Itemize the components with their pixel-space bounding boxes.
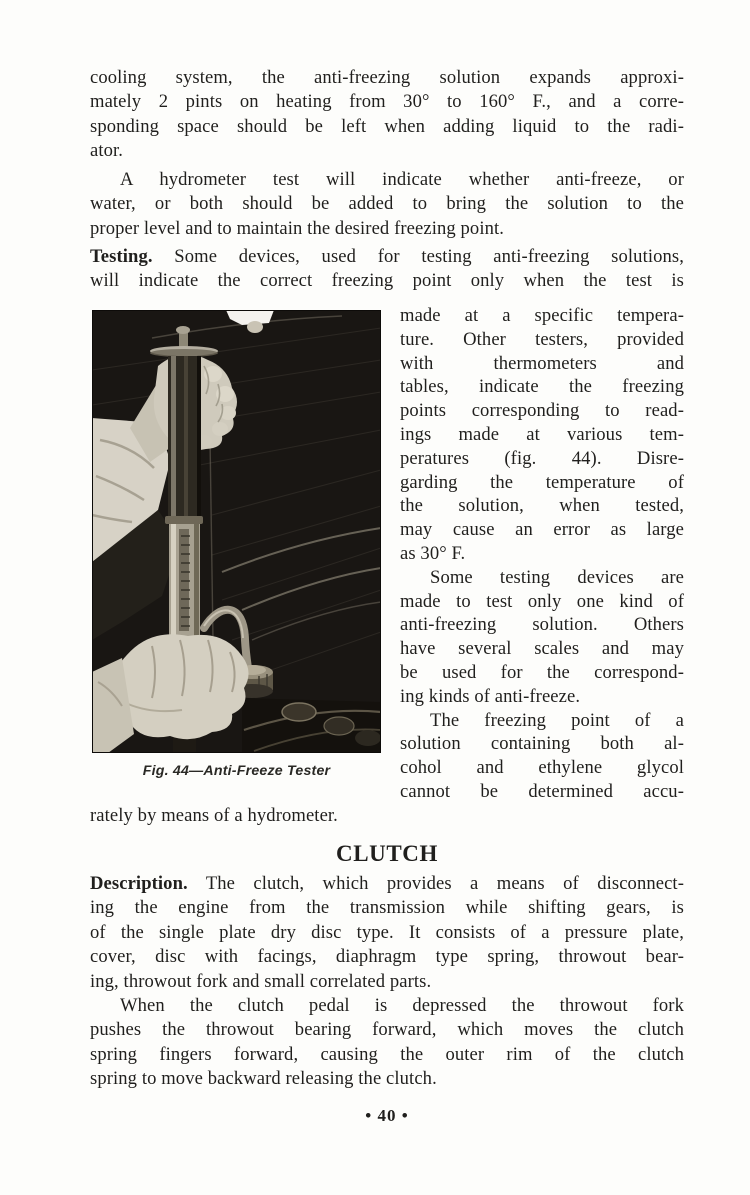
text-line: may cause an error as large bbox=[400, 519, 684, 541]
text-line: ing, throwout fork and small correlated parts. bbox=[90, 970, 432, 992]
text-line: ing the engine from the transmission while shifting gears, is bbox=[90, 897, 684, 919]
text-line: water, or both should be added to bring the solution to the bbox=[90, 193, 684, 215]
paragraph-clutch-description bbox=[90, 872, 684, 994]
text-line: mately 2 pints on heating from 30° to 160° F., and a corre- bbox=[90, 91, 684, 113]
text-line: the solution, when tested, bbox=[400, 495, 684, 517]
text-line: ings made at various tem- bbox=[400, 423, 684, 445]
text-line: as 30° F. bbox=[400, 542, 466, 564]
text-line: cooling system, the anti-freezing solution expands approxi- bbox=[90, 67, 684, 88]
text-line: proper level and to maintain the desired freezing point. bbox=[90, 217, 504, 239]
text-line: of the single plate dry disc type. It consists of a pressure plate, bbox=[90, 921, 684, 943]
text-line: cover, disc with facings, diaphragm type spring, throwout bear- bbox=[90, 946, 684, 968]
text-line: pushes the throwout bearing forward, which moves the clutch bbox=[90, 1019, 684, 1041]
page-number: • 40 • bbox=[365, 1106, 409, 1125]
paragraph-hydrometer-test bbox=[90, 168, 684, 241]
figure-caption: Fig. 44—Anti-Freeze Tester bbox=[142, 763, 331, 779]
text-line: garding the temperature of bbox=[400, 471, 684, 493]
text-line: cannot be determined accu- bbox=[400, 780, 684, 802]
section-heading-clutch: CLUTCH bbox=[335, 841, 438, 866]
text-line-rest: Some devices, used for testing anti-freezing solutions, bbox=[152, 246, 684, 267]
text-line: spring to move backward releasing the clutch. bbox=[90, 1068, 437, 1090]
text-line: rately by means of a hydrometer. bbox=[90, 805, 338, 826]
text-line: made to test only one kind of bbox=[400, 590, 684, 612]
text-line: ture. Other testers, provided bbox=[400, 328, 684, 350]
text-line bbox=[90, 245, 684, 269]
right-column-text bbox=[400, 304, 684, 804]
text-line bbox=[90, 872, 684, 896]
text-line-rest: The clutch, which provides a means of disconnect- bbox=[187, 873, 684, 894]
paragraph-clutch-operation bbox=[90, 994, 684, 1092]
text-line: A hydrometer test will indicate whether anti-freeze, or bbox=[120, 169, 684, 190]
anti-freeze-tester-illustration bbox=[92, 310, 381, 753]
text-line: When the clutch pedal is depressed the throwout fork bbox=[120, 995, 684, 1016]
text-line: cohol and ethylene glycol bbox=[400, 757, 684, 779]
text-line: anti-freezing solution. Others bbox=[400, 614, 684, 636]
text-line: spring fingers forward, causing the outer rim of the clutch bbox=[90, 1043, 684, 1065]
paragraph-testing bbox=[90, 245, 684, 294]
text-line: have several scales and may bbox=[400, 638, 684, 660]
text-line: Some testing devices are bbox=[430, 566, 684, 588]
text-line: with thermometers and bbox=[400, 352, 684, 374]
paragraph-cooling-system bbox=[90, 66, 684, 164]
text-line: solution containing both al- bbox=[400, 733, 684, 755]
text-line: sponding space should be left when adding liquid to the radi- bbox=[90, 115, 684, 137]
text-line: made at a specific tempera- bbox=[400, 305, 684, 326]
text-line: peratures (fig. 44). Disre- bbox=[400, 447, 684, 469]
paragraph-continuation bbox=[90, 804, 684, 828]
testing-run-in-label: Testing. bbox=[90, 246, 153, 267]
anti-freeze-tester-photo bbox=[92, 310, 381, 753]
text-line: tables, indicate the freezing bbox=[400, 376, 684, 398]
description-run-in-label: Description. bbox=[90, 873, 188, 894]
text-line: The freezing point of a bbox=[430, 709, 684, 731]
text-line: ing kinds of anti-freeze. bbox=[400, 685, 581, 707]
text-line: points corresponding to read- bbox=[400, 400, 684, 422]
text-line: be used for the correspond- bbox=[400, 661, 684, 683]
text-line: ator. bbox=[90, 140, 124, 162]
text-line: will indicate the correct freezing point only when the test is bbox=[90, 270, 684, 292]
